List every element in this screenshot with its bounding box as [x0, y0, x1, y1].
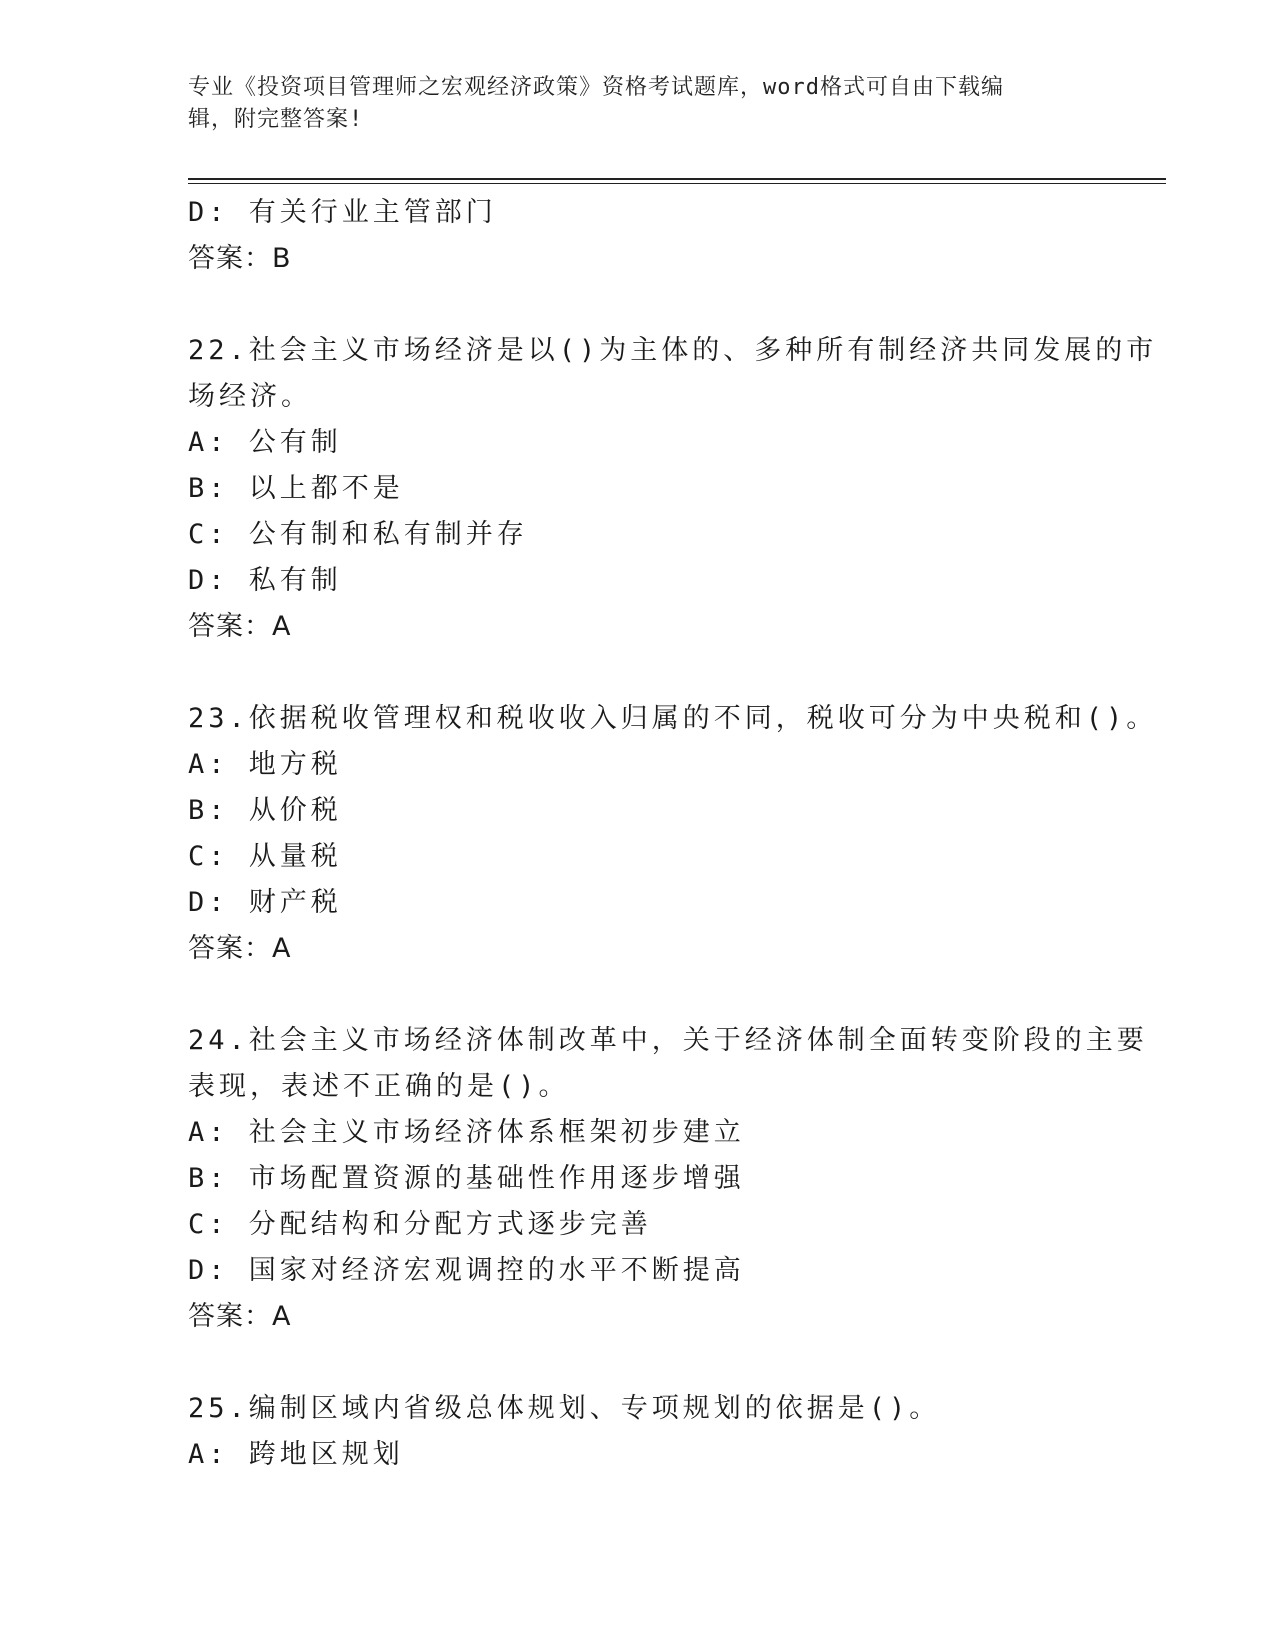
- option-b: B: 市场配置资源的基础性作用逐步增强: [188, 1163, 745, 1194]
- question-stem: 25.编制区域内省级总体规划、专项规划的依据是()。: [188, 1393, 941, 1424]
- question-stem-continued: 场经济。: [188, 381, 312, 412]
- option-d: D: 财产税: [188, 887, 342, 918]
- option-c: C: 公有制和私有制并存: [188, 519, 528, 550]
- option-c: C: 分配结构和分配方式逐步完善: [188, 1209, 652, 1240]
- option-a: A: 地方税: [188, 749, 342, 780]
- document-header: [188, 72, 1068, 136]
- answer: 答案：A: [188, 933, 292, 964]
- question-stem: 22.社会主义市场经济是以()为主体的、多种所有制经济共同发展的市: [188, 335, 1158, 366]
- option-d: D: 私有制: [188, 565, 342, 596]
- option-b: B: 以上都不是: [188, 473, 404, 504]
- prev-option-d: D: 有关行业主管部门: [188, 197, 497, 228]
- question-25: [188, 1386, 1088, 1478]
- option-c: C: 从量税: [188, 841, 342, 872]
- question-23: [188, 696, 1158, 972]
- answer: 答案：A: [188, 611, 292, 642]
- header-divider-thin: [188, 183, 1166, 184]
- header-line-1: 专业《投资项目管理师之宏观经济政策》资格考试题库，word格式可自由下载编: [188, 75, 1004, 100]
- option-a: A: 跨地区规划: [188, 1439, 404, 1470]
- option-a: A: 社会主义市场经济体系框架初步建立: [188, 1117, 745, 1148]
- question-22: [188, 328, 1158, 650]
- question-stem: 24.社会主义市场经济体制改革中，关于经济体制全面转变阶段的主要: [188, 1025, 1148, 1056]
- question-list: [188, 190, 1158, 1478]
- prev-answer: 答案：B: [188, 243, 292, 274]
- header-divider-thick: [188, 178, 1166, 180]
- question-stem-continued: 表现，表述不正确的是()。: [188, 1071, 570, 1102]
- header-line-2: 辑，附完整答案!: [188, 107, 364, 132]
- question-stem: 23.依据税收管理权和税收收入归属的不同，税收可分为中央税和()。: [188, 703, 1158, 734]
- option-b: B: 从价税: [188, 795, 342, 826]
- question-24: [188, 1018, 1148, 1340]
- answer: 答案：A: [188, 1301, 292, 1332]
- option-a: A: 公有制: [188, 427, 342, 458]
- option-d: D: 国家对经济宏观调控的水平不断提高: [188, 1255, 745, 1286]
